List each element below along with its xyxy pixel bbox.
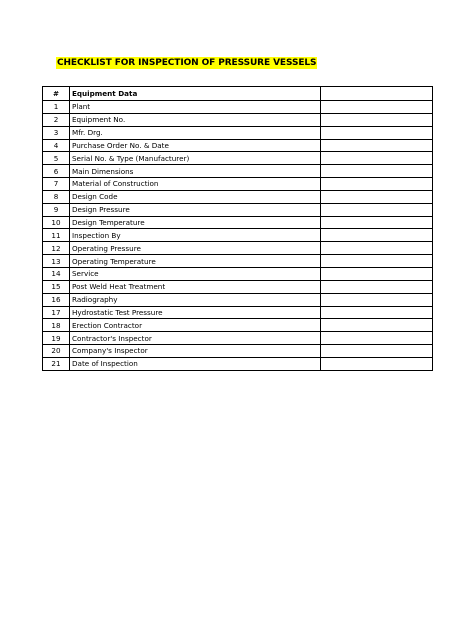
- row-value-cell[interactable]: [321, 267, 433, 280]
- row-number: 19: [43, 332, 70, 345]
- row-item-label: Design Temperature: [70, 216, 321, 229]
- row-item-label: Contractor's Inspector: [70, 332, 321, 345]
- table-row: [43, 332, 433, 345]
- row-value-cell[interactable]: [321, 242, 433, 255]
- table-row: [43, 280, 433, 293]
- row-number: 14: [43, 267, 70, 280]
- table-row: [43, 255, 433, 268]
- row-value-cell[interactable]: [321, 293, 433, 306]
- table-row: [43, 203, 433, 216]
- row-value-cell[interactable]: [321, 306, 433, 319]
- table-row: [43, 306, 433, 319]
- row-value-cell[interactable]: [321, 345, 433, 358]
- row-value-cell[interactable]: [321, 101, 433, 114]
- row-item-label: Material of Construction: [70, 178, 321, 191]
- row-number: 12: [43, 242, 70, 255]
- row-item-label: Main Dimensions: [70, 165, 321, 178]
- row-item-label: Hydrostatic Test Pressure: [70, 306, 321, 319]
- table-row: [43, 139, 433, 152]
- row-item-label: Radiography: [70, 293, 321, 306]
- row-item-label: Service: [70, 267, 321, 280]
- table-body: [43, 101, 433, 371]
- table-row: [43, 357, 433, 370]
- row-number: 4: [43, 139, 70, 152]
- table-row: [43, 345, 433, 358]
- row-item-label: Equipment No.: [70, 113, 321, 126]
- table-row: [43, 178, 433, 191]
- row-value-cell[interactable]: [321, 190, 433, 203]
- table-row: [43, 293, 433, 306]
- row-number: 21: [43, 357, 70, 370]
- row-item-label: Purchase Order No. & Date: [70, 139, 321, 152]
- row-value-cell[interactable]: [321, 203, 433, 216]
- row-item-label: Plant: [70, 101, 321, 114]
- row-item-label: Inspection By: [70, 229, 321, 242]
- row-number: 9: [43, 203, 70, 216]
- row-number: 8: [43, 190, 70, 203]
- row-value-cell[interactable]: [321, 139, 433, 152]
- row-item-label: Operating Temperature: [70, 255, 321, 268]
- row-value-cell[interactable]: [321, 357, 433, 370]
- row-item-label: Operating Pressure: [70, 242, 321, 255]
- row-number: 18: [43, 319, 70, 332]
- table-row: [43, 165, 433, 178]
- row-number: 6: [43, 165, 70, 178]
- row-number: 3: [43, 126, 70, 139]
- row-item-label: Mfr. Drg.: [70, 126, 321, 139]
- row-number: 7: [43, 178, 70, 191]
- row-value-cell[interactable]: [321, 113, 433, 126]
- row-value-cell[interactable]: [321, 280, 433, 293]
- row-value-cell[interactable]: [321, 255, 433, 268]
- table-row: [43, 101, 433, 114]
- row-number: 13: [43, 255, 70, 268]
- table-row: [43, 152, 433, 165]
- row-item-label: Serial No. & Type (Manufacturer): [70, 152, 321, 165]
- row-number: 15: [43, 280, 70, 293]
- column-header-equipment-data: Equipment Data: [70, 87, 321, 101]
- row-value-cell[interactable]: [321, 319, 433, 332]
- row-item-label: Company's Inspector: [70, 345, 321, 358]
- row-item-label: Design Pressure: [70, 203, 321, 216]
- column-header-number: #: [43, 87, 70, 101]
- row-item-label: Design Code: [70, 190, 321, 203]
- row-item-label: Date of Inspection: [70, 357, 321, 370]
- table-row: [43, 126, 433, 139]
- row-number: 20: [43, 345, 70, 358]
- row-item-label: Post Weld Heat Treatment: [70, 280, 321, 293]
- row-number: 11: [43, 229, 70, 242]
- row-number: 17: [43, 306, 70, 319]
- row-value-cell[interactable]: [321, 178, 433, 191]
- document-title: CHECKLIST FOR INSPECTION OF PRESSURE VESSELS: [57, 58, 317, 68]
- row-number: 10: [43, 216, 70, 229]
- row-number: 16: [43, 293, 70, 306]
- table-row: [43, 229, 433, 242]
- row-number: 1: [43, 101, 70, 114]
- column-header-value: [321, 87, 433, 101]
- row-value-cell[interactable]: [321, 332, 433, 345]
- row-value-cell[interactable]: [321, 165, 433, 178]
- row-value-cell[interactable]: [321, 229, 433, 242]
- row-value-cell[interactable]: [321, 126, 433, 139]
- row-value-cell[interactable]: [321, 152, 433, 165]
- row-number: 5: [43, 152, 70, 165]
- row-value-cell[interactable]: [321, 216, 433, 229]
- table-header-row: [43, 87, 433, 101]
- row-number: 2: [43, 113, 70, 126]
- table-row: [43, 190, 433, 203]
- table-row: [43, 216, 433, 229]
- table-row: [43, 319, 433, 332]
- table-row: [43, 267, 433, 280]
- table-row: [43, 242, 433, 255]
- table-row: [43, 113, 433, 126]
- equipment-data-table: [42, 86, 433, 371]
- row-item-label: Erection Contractor: [70, 319, 321, 332]
